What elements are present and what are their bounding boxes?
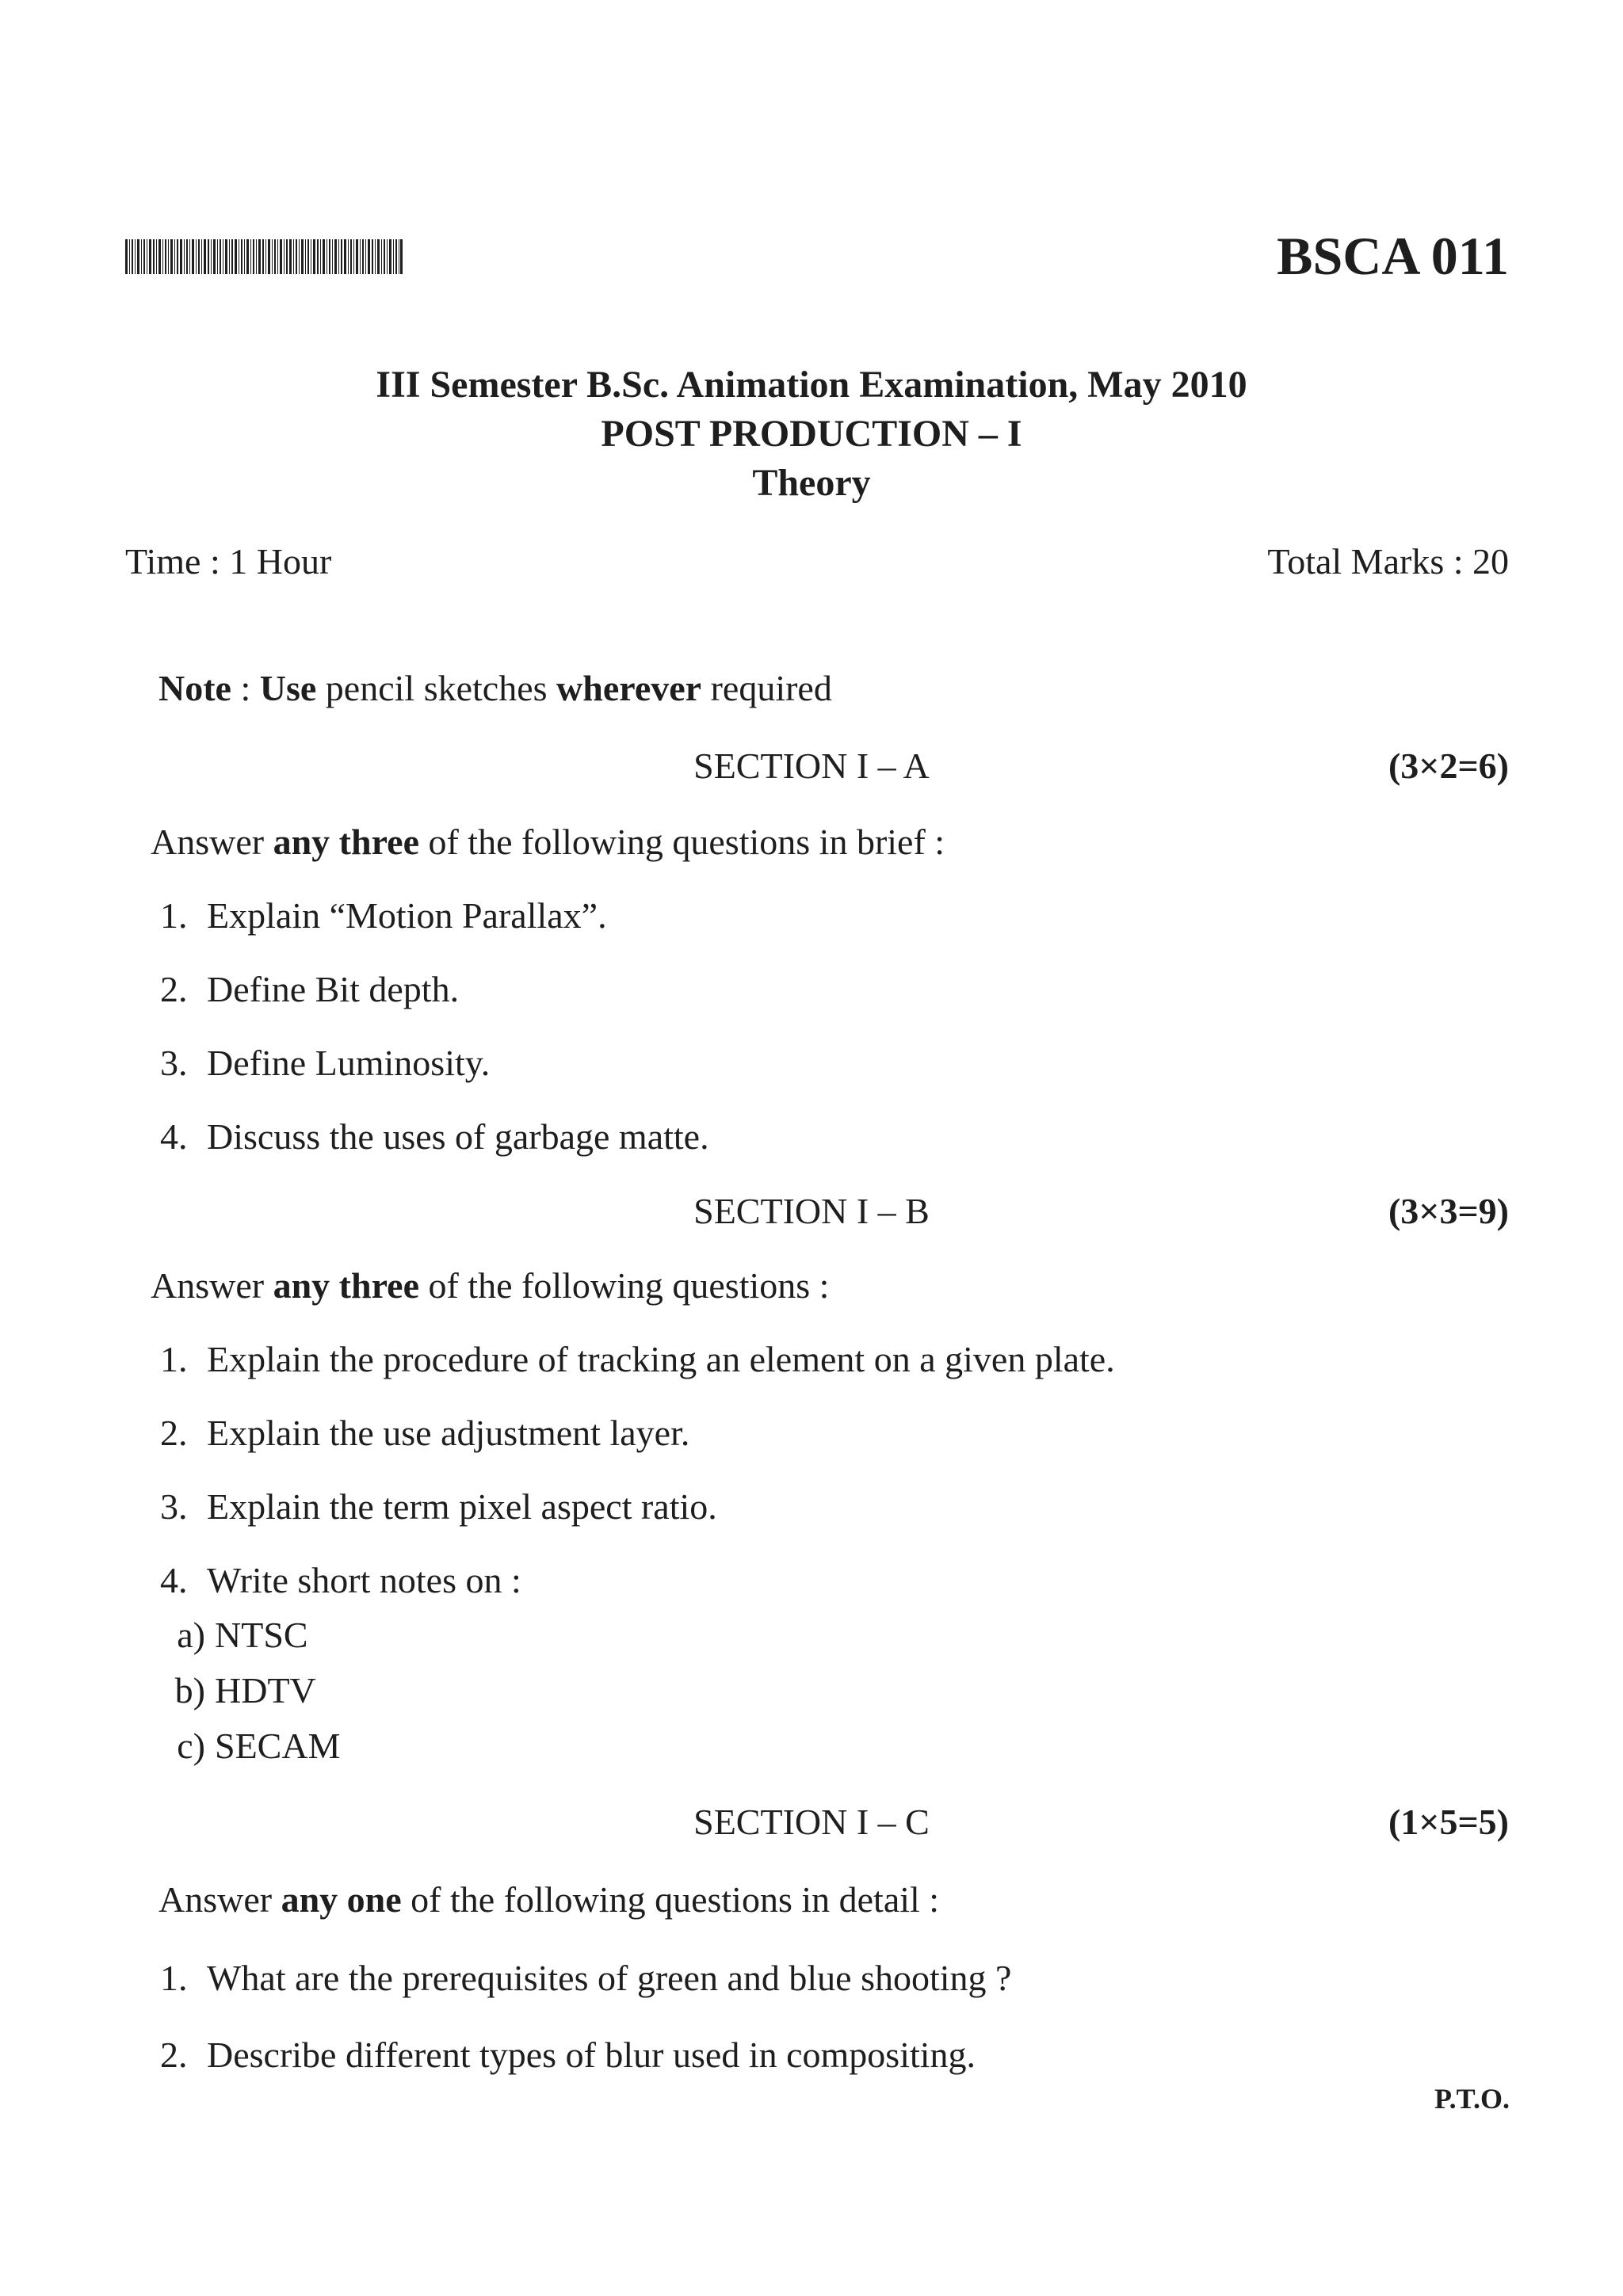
exam-title: III Semester B.Sc. Animation Examination, May 2010 xyxy=(376,364,1247,406)
time-label: Time : 1 Hour xyxy=(125,541,332,582)
list-item: 2. Define Bit depth. xyxy=(160,969,460,1009)
section-c-title: SECTION I – C xyxy=(693,1802,930,1842)
section-a-marks: (3×2=6) xyxy=(1388,746,1509,786)
sub-item-ntsc: a) NTSC xyxy=(177,1615,308,1655)
section-c-marks: (1×5=5) xyxy=(1388,1802,1509,1842)
sub-item-secam: c) SECAM xyxy=(177,1726,341,1766)
list-item: 1. Explain the procedure of tracking an element on a given plate. xyxy=(160,1339,1115,1379)
note-text-2: required xyxy=(701,668,832,708)
note-label: Note xyxy=(158,668,231,708)
paper-code: BSCA 011 xyxy=(1277,226,1509,286)
section-b-instruction: Answer any three of the following questions : xyxy=(151,1265,830,1306)
section-a-instruction: Answer any three of the following questions in brief : xyxy=(151,822,945,862)
list-item: 1. What are the prerequisites of green and blue shooting ? xyxy=(160,1958,1012,1998)
pto-label: P.T.O. xyxy=(1434,2083,1510,2115)
note-line xyxy=(158,667,832,709)
section-b-marks: (3×3=9) xyxy=(1388,1191,1509,1231)
list-item: 1. Explain “Motion Parallax”. xyxy=(160,895,607,936)
section-a-title: SECTION I – A xyxy=(693,746,930,786)
note-text-1: pencil sketches xyxy=(316,668,557,708)
sub-item-hdtv: b) HDTV xyxy=(174,1670,316,1711)
section-b-title: SECTION I – B xyxy=(693,1191,930,1231)
list-item: 2. Describe different types of blur used in compositing. xyxy=(160,2035,976,2075)
section-c-instruction: Answer any one of the following questions in detail : xyxy=(158,1879,940,1920)
subject-title: POST PRODUCTION – I xyxy=(601,413,1022,455)
list-item: 3. Define Luminosity. xyxy=(160,1043,491,1083)
total-marks-label: Total Marks : 20 xyxy=(1267,541,1509,582)
note-bold-use: Use xyxy=(259,668,317,708)
list-item: 2. Explain the use adjustment layer. xyxy=(160,1413,690,1453)
note-separator: : xyxy=(231,668,260,708)
list-item: 4. Write short notes on : xyxy=(160,1560,521,1600)
barcode-image xyxy=(125,239,403,274)
list-item: 4. Discuss the uses of garbage matte. xyxy=(160,1116,709,1157)
list-item: 3. Explain the term pixel aspect ratio. xyxy=(160,1486,717,1527)
note-bold-wherever: wherever xyxy=(556,668,702,708)
paper-type: Theory xyxy=(752,462,871,504)
